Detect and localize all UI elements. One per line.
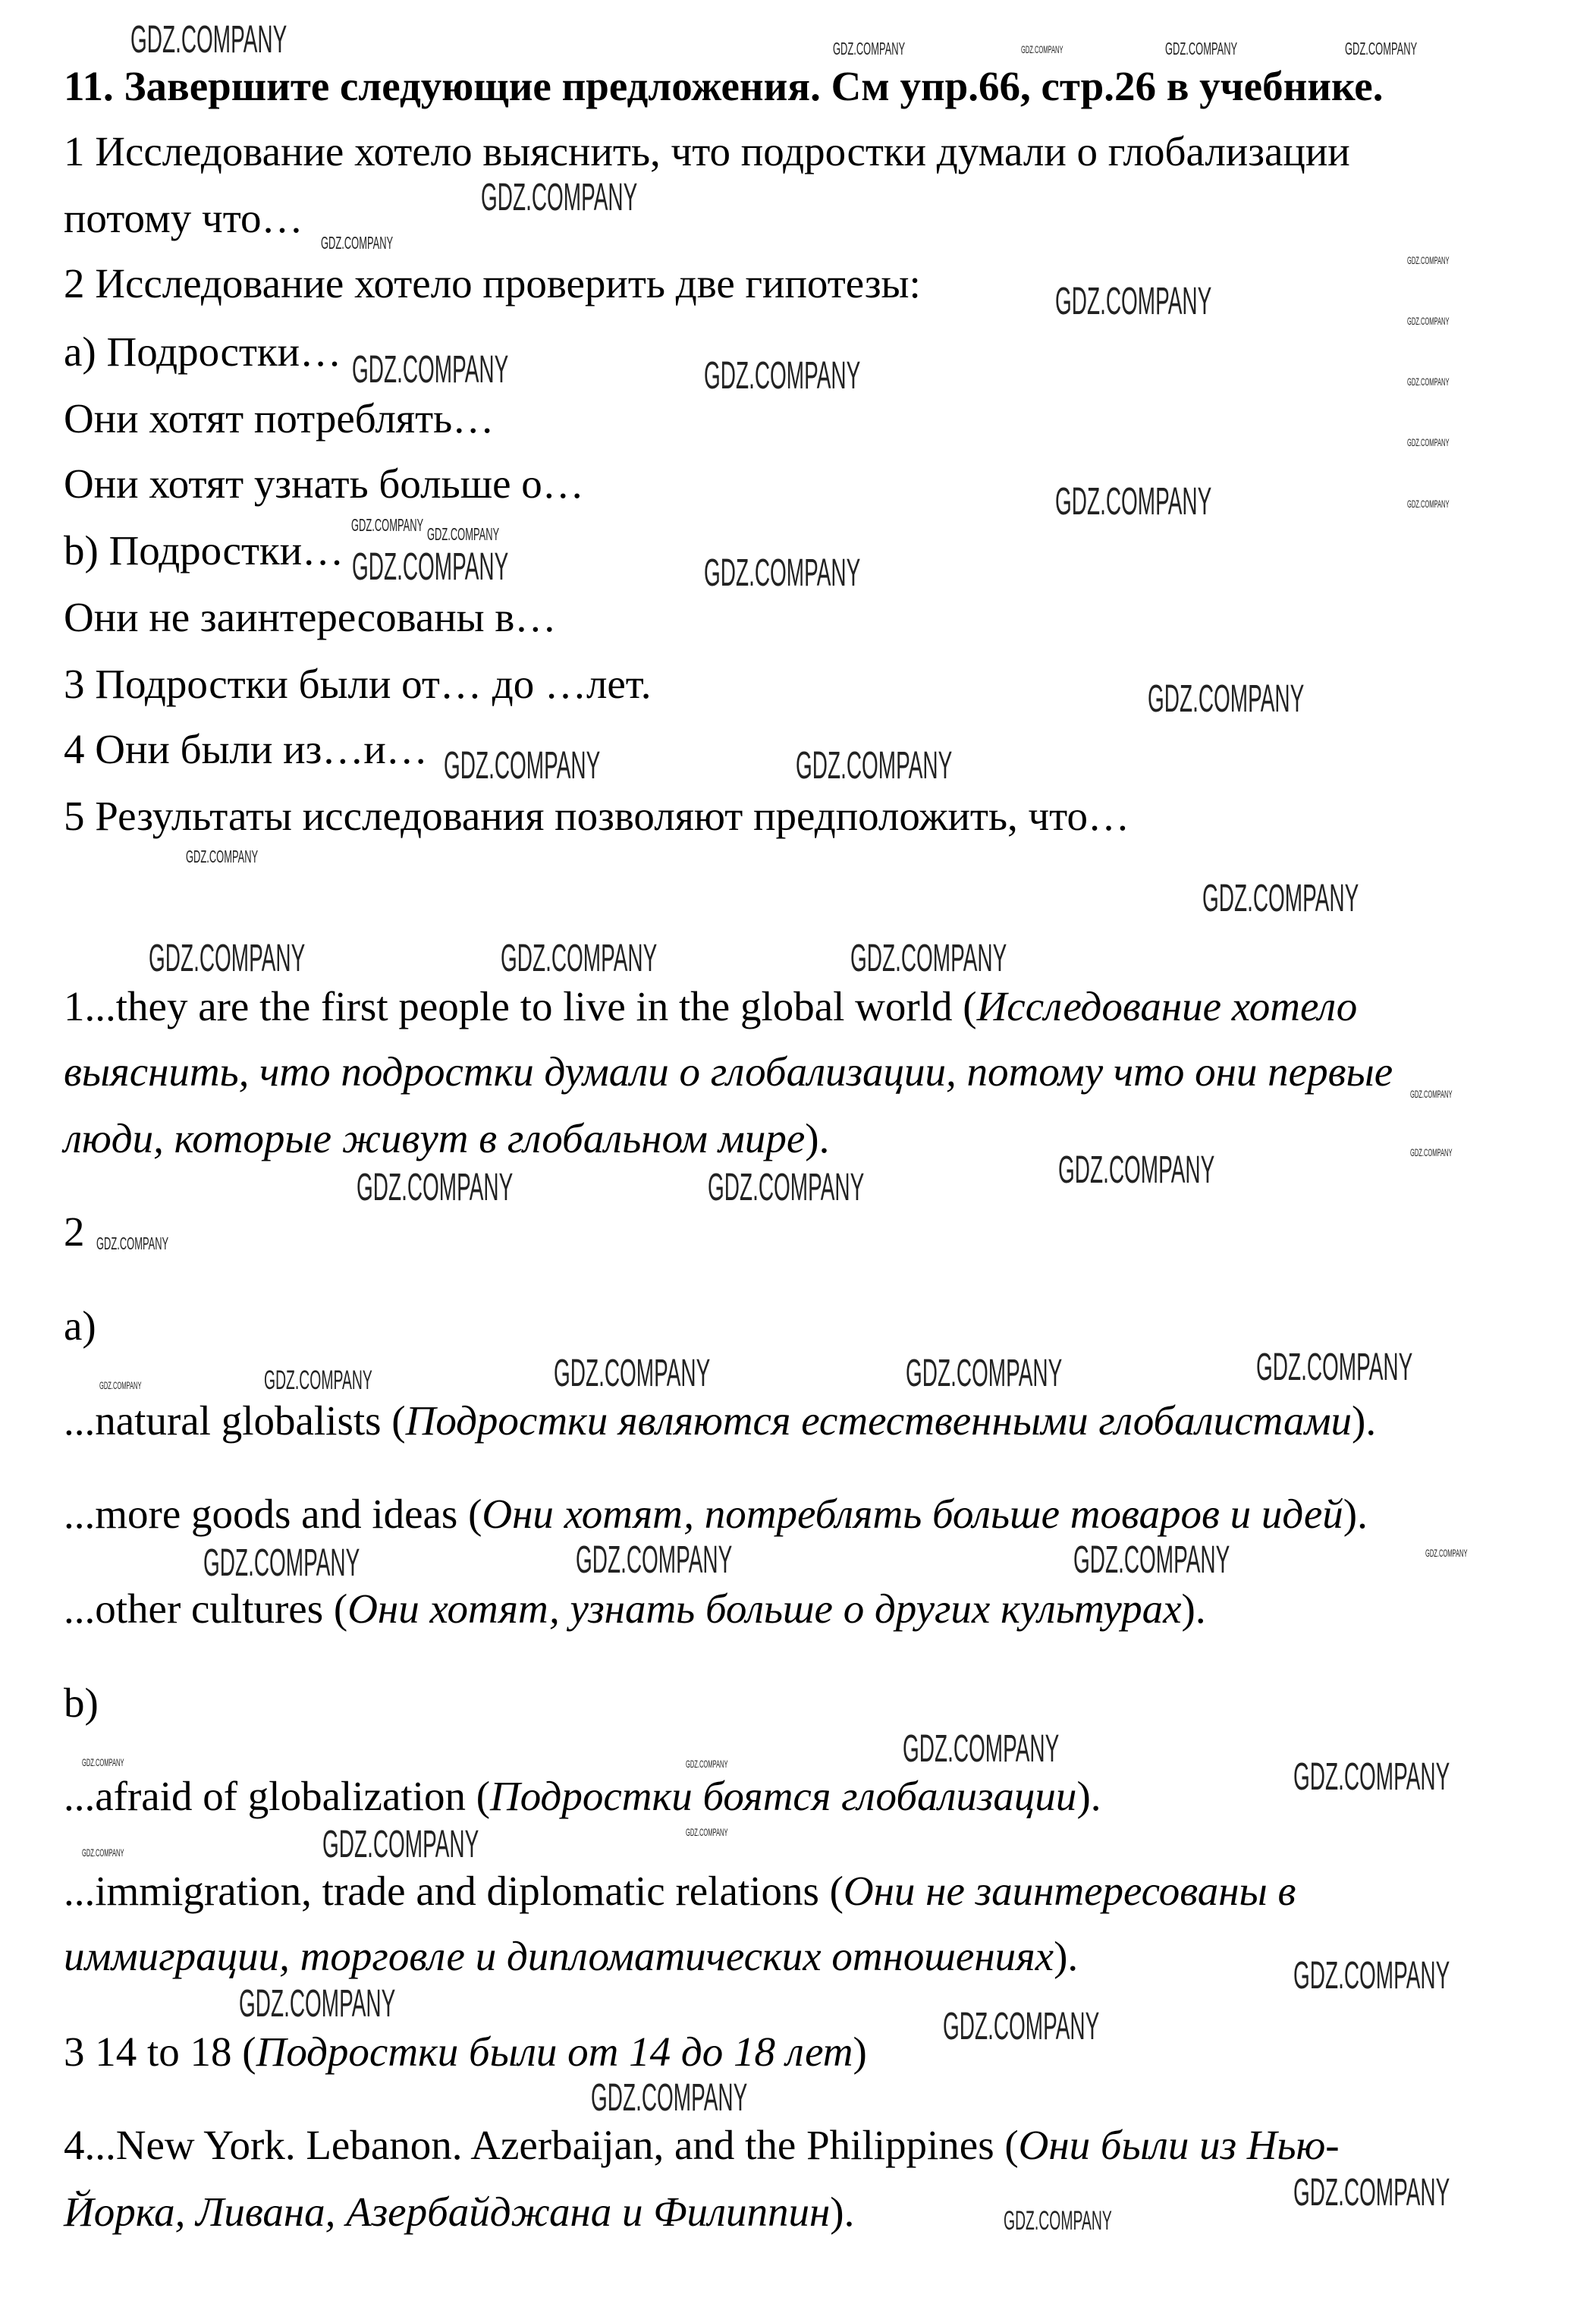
line-text: ) bbox=[853, 2028, 867, 2075]
watermark: GDZ.COMPANY bbox=[795, 743, 953, 787]
line-text: ...afraid of globalization ( bbox=[64, 1772, 491, 1819]
watermark: GDZ.COMPANY bbox=[1293, 1953, 1450, 1997]
watermark: GDZ.COMPANY bbox=[1345, 39, 1418, 59]
translation-text: Они хотят, потреблять больше товаров и идей bbox=[482, 1491, 1343, 1538]
translation-text: Йорка, Ливана, Азербайджана и Филиппин bbox=[64, 2188, 831, 2235]
watermark: GDZ.COMPANY bbox=[590, 2076, 748, 2120]
watermark: GDZ.COMPANY bbox=[239, 1981, 396, 2025]
answer-line bbox=[64, 1868, 1296, 1914]
line-text: ). bbox=[830, 2188, 855, 2235]
watermark: GDZ.COMPANY bbox=[1058, 1147, 1215, 1191]
answer-line bbox=[64, 1209, 85, 1255]
line-text: 1 Исследование хотело выяснить, что подростки думали о глобализации bbox=[64, 127, 1350, 174]
answer-line bbox=[64, 1491, 1368, 1537]
question-line bbox=[64, 727, 428, 772]
watermark: GDZ.COMPANY bbox=[351, 515, 424, 536]
answer-line bbox=[64, 1398, 1376, 1444]
watermark: GDZ.COMPANY bbox=[1202, 875, 1359, 919]
translation-text: Подростки являются естественными глобалистами bbox=[405, 1397, 1353, 1444]
watermark: GDZ.COMPANY bbox=[321, 232, 394, 253]
watermark: GDZ.COMPANY bbox=[96, 1233, 169, 1254]
answer-line bbox=[64, 1680, 99, 1726]
answer-line bbox=[64, 1049, 1393, 1095]
line-text: 5 Результаты исследования позволяют предположить, что… bbox=[64, 793, 1129, 840]
question-line bbox=[64, 461, 584, 507]
watermark: GDZ.COMPANY bbox=[444, 743, 601, 787]
question-line bbox=[64, 595, 556, 640]
watermark: GDZ.COMPANY bbox=[1003, 2206, 1112, 2236]
watermark: GDZ.COMPANY bbox=[500, 936, 657, 980]
watermark: GDZ.COMPANY bbox=[130, 17, 287, 61]
line-text: ...immigration, trade and diplomatic relations ( bbox=[64, 1868, 844, 1915]
watermark: GDZ.COMPANY bbox=[427, 524, 500, 545]
watermark: GDZ.COMPANY bbox=[708, 1165, 865, 1209]
watermark: GDZ.COMPANY bbox=[1165, 39, 1238, 59]
watermark: GDZ.COMPANY bbox=[81, 1756, 124, 1768]
exercise-title: 11. Завершите следующие предложения. См упр.66, стр.26 в учебнике. bbox=[64, 63, 1384, 109]
line-text: ). bbox=[805, 1115, 830, 1162]
question-line bbox=[64, 528, 344, 574]
watermark: GDZ.COMPANY bbox=[81, 1847, 124, 1859]
answer-line bbox=[64, 1934, 1078, 1979]
watermark: GDZ.COMPANY bbox=[1407, 315, 1450, 327]
line-text: ...more goods and ideas ( bbox=[64, 1491, 482, 1538]
answer-line bbox=[64, 984, 1357, 1029]
line-text: 2 bbox=[64, 1208, 85, 1255]
question-line bbox=[64, 794, 1129, 839]
watermark: GDZ.COMPANY bbox=[1410, 1089, 1453, 1101]
watermark: GDZ.COMPANY bbox=[1021, 43, 1063, 55]
watermark: GDZ.COMPANY bbox=[264, 1365, 373, 1396]
line-text: ). bbox=[1343, 1491, 1368, 1538]
line-text: b) Подростки… bbox=[64, 527, 344, 574]
watermark: GDZ.COMPANY bbox=[1293, 2170, 1450, 2214]
line-text: Они хотят узнать больше о… bbox=[64, 460, 584, 507]
watermark: GDZ.COMPANY bbox=[703, 550, 860, 594]
watermark: GDZ.COMPANY bbox=[322, 1821, 479, 1865]
line-text: Они не заинтересованы в… bbox=[64, 594, 557, 641]
watermark: GDZ.COMPANY bbox=[1293, 1755, 1450, 1799]
watermark: GDZ.COMPANY bbox=[1055, 479, 1212, 523]
line-text: ). bbox=[1181, 1585, 1206, 1633]
answer-line bbox=[64, 2029, 867, 2075]
line-text: потому что… bbox=[64, 194, 303, 241]
watermark: GDZ.COMPANY bbox=[850, 936, 1007, 980]
answer-line bbox=[64, 1586, 1206, 1632]
watermark: GDZ.COMPANY bbox=[1073, 1537, 1230, 1581]
translation-text: Исследование хотело bbox=[976, 982, 1358, 1029]
line-text: 3 Подростки были от… до …лет. bbox=[64, 661, 652, 708]
question-line bbox=[64, 662, 651, 707]
translation-text: люди, которые живут в глобальном мире bbox=[64, 1115, 806, 1162]
watermark: GDZ.COMPANY bbox=[356, 1165, 513, 1209]
line-text: ...natural globalists ( bbox=[64, 1397, 406, 1444]
translation-text: Они не заинтересованы в bbox=[843, 1868, 1296, 1915]
translation-text: Подростки были от 14 до 18 лет bbox=[256, 2028, 853, 2075]
watermark: GDZ.COMPANY bbox=[481, 174, 638, 218]
watermark: GDZ.COMPANY bbox=[351, 347, 509, 391]
watermark: GDZ.COMPANY bbox=[905, 1350, 1063, 1394]
watermark: GDZ.COMPANY bbox=[351, 544, 509, 588]
watermark: GDZ.COMPANY bbox=[99, 1380, 142, 1391]
answer-line bbox=[64, 1116, 829, 1161]
watermark: GDZ.COMPANY bbox=[1407, 437, 1450, 449]
watermark: GDZ.COMPANY bbox=[686, 1758, 728, 1771]
line-text: 1...they are the first people to live in the global world ( bbox=[64, 982, 977, 1029]
line-text: a) bbox=[64, 1302, 96, 1349]
line-text: Они хотят потреблять… bbox=[64, 394, 495, 442]
watermark: GDZ.COMPANY bbox=[576, 1537, 733, 1581]
translation-text: Подростки боятся глобализации bbox=[490, 1772, 1077, 1819]
watermark: GDZ.COMPANY bbox=[1255, 1344, 1412, 1388]
translation-text: иммиграции, торговле и дипломатических отношениях bbox=[64, 1933, 1054, 1980]
watermark: GDZ.COMPANY bbox=[1410, 1146, 1453, 1158]
watermark: GDZ.COMPANY bbox=[185, 846, 258, 866]
answer-line bbox=[64, 1774, 1101, 1819]
answer-line bbox=[64, 2123, 1340, 2168]
watermark: GDZ.COMPANY bbox=[203, 1540, 360, 1584]
line-text: ). bbox=[1054, 1933, 1079, 1980]
question-line bbox=[64, 129, 1350, 174]
translation-text: Они были из Нью- bbox=[1018, 2121, 1340, 2168]
line-text: 2 Исследование хотело проверить две гипотезы: bbox=[64, 259, 921, 306]
watermark: GDZ.COMPANY bbox=[832, 39, 906, 59]
answer-line bbox=[64, 1303, 96, 1349]
question-line bbox=[64, 261, 921, 306]
question-line bbox=[64, 196, 303, 241]
watermark: GDZ.COMPANY bbox=[703, 353, 860, 397]
watermark: GDZ.COMPANY bbox=[553, 1350, 711, 1394]
watermark: GDZ.COMPANY bbox=[1407, 376, 1450, 388]
translation-text: Они хотят, узнать больше о других культурах bbox=[347, 1585, 1182, 1633]
line-text: ...other cultures ( bbox=[64, 1585, 348, 1633]
line-text: b) bbox=[64, 1679, 99, 1726]
question-line bbox=[64, 329, 341, 375]
watermark: GDZ.COMPANY bbox=[1407, 254, 1450, 266]
line-text: 4 Они были из…и… bbox=[64, 726, 428, 773]
line-text: ). bbox=[1076, 1772, 1101, 1819]
watermark: GDZ.COMPANY bbox=[686, 1827, 728, 1839]
watermark: GDZ.COMPANY bbox=[148, 936, 305, 980]
line-text: ). bbox=[1352, 1397, 1377, 1444]
line-text: 3 14 to 18 ( bbox=[64, 2028, 256, 2075]
answer-line bbox=[64, 2189, 854, 2235]
line-text: a) Подростки… bbox=[64, 328, 342, 375]
watermark: GDZ.COMPANY bbox=[1055, 278, 1212, 322]
translation-text: выяснить, что подростки думали о глобализации, потому что они первые bbox=[64, 1048, 1393, 1095]
watermark: GDZ.COMPANY bbox=[1407, 498, 1450, 510]
watermark: GDZ.COMPANY bbox=[1425, 1548, 1468, 1560]
watermark: GDZ.COMPANY bbox=[1147, 677, 1304, 721]
line-text: 4...New York. Lebanon. Azerbaijan, and the Philippines ( bbox=[64, 2121, 1019, 2168]
watermark: GDZ.COMPANY bbox=[902, 1726, 1060, 1770]
question-line bbox=[64, 396, 494, 442]
watermark: GDZ.COMPANY bbox=[942, 2003, 1099, 2047]
